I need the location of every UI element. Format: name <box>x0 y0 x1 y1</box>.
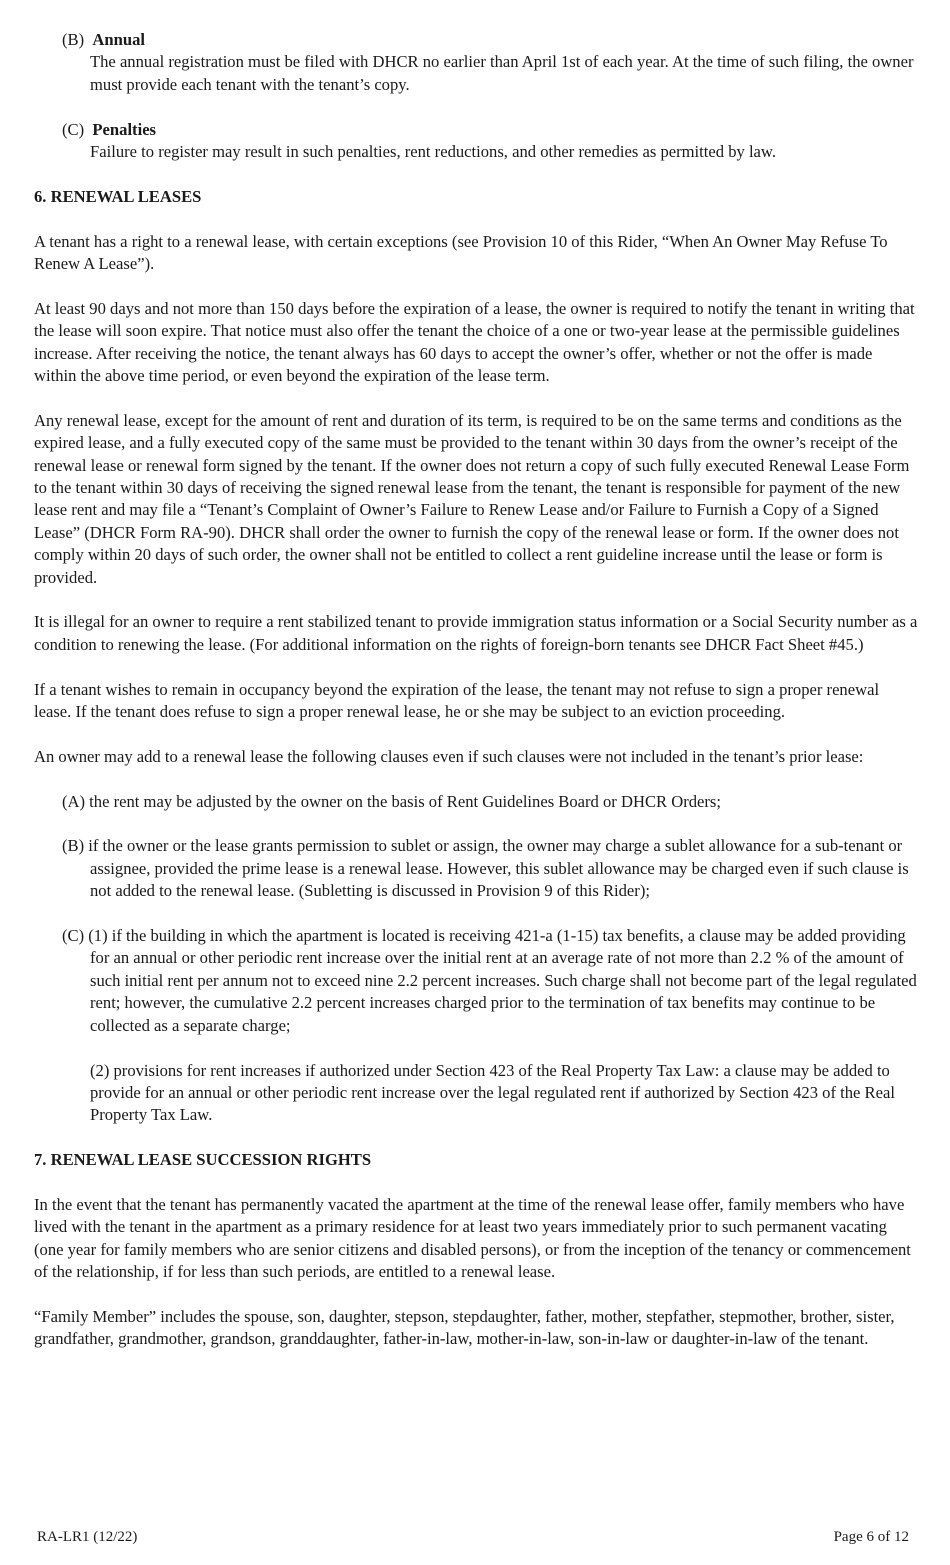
section-6-paragraph-1: A tenant has a right to a renewal lease, with certain exceptions (see Provision 10 of this Rider, “When An Owner May Refuse To Renew A Lease”). <box>34 231 888 274</box>
page-footer <box>37 1527 909 1547</box>
section-6-paragraph-2: At least 90 days and not more than 150 days before the expiration of a lease, the owner is required to notify the tenant in writing that the lease will soon expire. That notice must also offer the tenant the choice of a one or two-year lease at the permissible guidelines increase. After receiving the notice, the tenant always has 60 days to accept the owner’s offer, whether or not the offer is made within the above time period, or even beyond the expiration of the lease term. <box>34 298 915 386</box>
section-6-heading: 6. RENEWAL LEASES <box>34 186 202 206</box>
subsection-c-label: (C) <box>62 119 85 139</box>
subsection-c-text: Failure to register may result in such penalties, rent reductions, and other remedies as permitted by law. <box>90 142 776 162</box>
subsection-c-title: Penalties <box>92 119 157 139</box>
section-7-paragraph-2: “Family Member” includes the spouse, son, daughter, stepson, stepdaughter, father, mother, stepfather, stepmother, brother, sister, grandfather, grandmother, grandson, granddaughter, father-in-law, mother-in-law, son-in-law or daughter-in-law of the tenant. <box>34 1306 895 1349</box>
section-6-paragraph-6: An owner may add to a renewal lease the following clauses even if such clauses were not included in the tenant’s prior lease: <box>34 746 864 766</box>
section-7-paragraph-1: In the event that the tenant has permanently vacated the apartment at the time of the renewal lease offer, family members who have lived with the tenant in the apartment as a primary residence for at least two years immediately prior to such permanent vacating (one year for family members who are senior citizens and disabled persons), or from the inception of the tenancy or commencement of the relationship, if for less than such periods, are entitled to a renewal lease. <box>34 1194 911 1282</box>
clause-a: (A) the rent may be adjusted by the owner on the basis of Rent Guidelines Board or DHCR Orders; <box>62 791 721 811</box>
section-7-heading: 7. RENEWAL LEASE SUCCESSION RIGHTS <box>34 1150 372 1170</box>
subsection-c-title-line <box>62 119 918 141</box>
clause-c-2: (2) provisions for rent increases if authorized under Section 423 of the Real Property Tax Law: a clause may be added to provide for an annual or other periodic rent increase over the legal regulated rent if authorized by Section 423 of the Real Property Tax Law. <box>90 1060 895 1125</box>
subsection-b-label: (B) <box>62 30 85 49</box>
form-id: RA-LR1 (12/22) <box>37 1529 138 1545</box>
page-number: Page 6 of 12 <box>833 1529 909 1545</box>
document-page <box>34 29 918 1351</box>
section-6-paragraph-3: Any renewal lease, except for the amount of rent and duration of its term, is required to be on the same terms and conditions as the expired lease, and a fully executed copy of the same must be provided to the tenant within 30 days from the owner’s receipt of the renewal lease or renewal form signed by the tenant. If the owner does not return a copy of such fully executed Renewal Lease Form to the tenant within 30 days of receiving the signed renewal lease from the tenant, the tenant is responsible for payment of the new lease rent and may file a “Tenant’s Complaint of Owner’s Failure to Renew Lease and/or Failure to Furnish a Copy of a Signed Lease” (DHCR Form RA-90). DHCR shall order the owner to furnish the copy of the renewal lease or form. If the owner does not comply within 20 days of such order, the owner shall not be entitled to collect a rent guideline increase until the lease or form is provided. <box>34 410 910 587</box>
subsection-b-title: Annual <box>92 30 145 49</box>
clause-c-1: (C) (1) if the building in which the apartment is located is receiving 421-a (1-15) tax benefits, a clause may be added providing for an annual or other periodic rent increase over the initial rent at an average rate of not more than 2.2 % of the amount of such initial rent per annum not to exceed nine 2.2 percent increases. Such charge shall not become part of the legal regulated rent; however, the cumulative 2.2 percent increases charged prior to the termination of tax benefits may continue to be collected as a separate charge; <box>62 926 917 1035</box>
section-6-paragraph-5: If a tenant wishes to remain in occupancy beyond the expiration of the lease, the tenant may not refuse to sign a proper renewal lease. If the tenant does refuse to sign a proper renewal lease, he or she may be subject to an eviction proceeding. <box>34 679 880 722</box>
clause-b: (B) if the owner or the lease grants permission to sublet or assign, the owner may charge a sublet allowance for a sub-tenant or assignee, provided the prime lease is a renewal lease. However, this sublet allowance may be charged even if such clause is not added to the renewal lease. (Subletting is discussed in Provision 9 of this Rider); <box>62 836 909 901</box>
subsection-b-text: The annual registration must be filed with DHCR no earlier than April 1st of each year. At the time of such filing, the owner must provide each tenant with the tenant’s copy. <box>90 52 914 94</box>
subsection-b-title-line <box>62 29 918 51</box>
section-6-paragraph-4: It is illegal for an owner to require a rent stabilized tenant to provide immigration status information or a Social Security number as a condition to renewing the lease. (For additional information on the rights of foreign-born tenants see DHCR Fact Sheet #45.) <box>34 612 918 654</box>
